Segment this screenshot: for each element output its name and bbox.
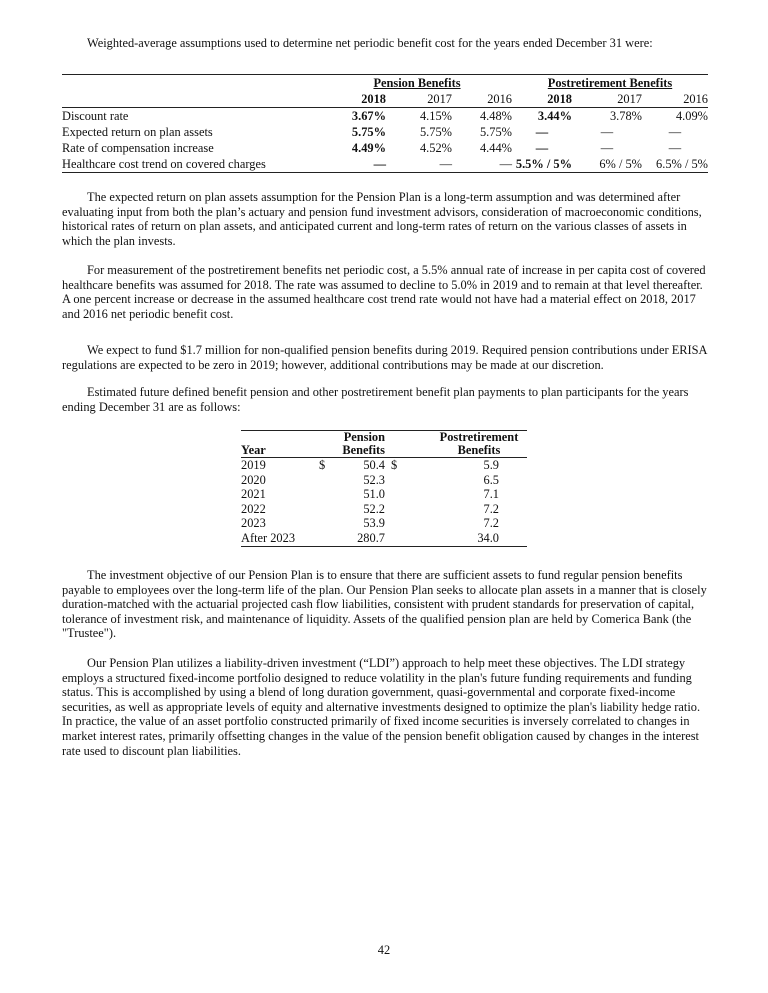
row-label: Discount rate bbox=[62, 109, 129, 123]
cell-value: — bbox=[668, 141, 682, 155]
currency-symbol bbox=[319, 473, 335, 488]
currency-symbol bbox=[385, 531, 401, 546]
year-header: 2017 bbox=[386, 91, 452, 108]
pension-value: 52.3 bbox=[363, 472, 385, 487]
benefit-payments-table bbox=[241, 430, 527, 547]
cell-value: — bbox=[535, 141, 549, 155]
pension-value: 280.7 bbox=[357, 530, 385, 545]
year-cell: 2023 bbox=[241, 516, 266, 531]
currency-symbol bbox=[319, 502, 335, 517]
year-header: 2017 bbox=[572, 91, 642, 108]
table-row bbox=[241, 473, 527, 488]
postretirement-value: 34.0 bbox=[477, 530, 499, 545]
row-label: Healthcare cost trend on covered charges bbox=[62, 157, 266, 171]
currency-symbol: $ bbox=[319, 458, 326, 472]
cell-value: 4.49% bbox=[351, 141, 386, 155]
cell-value: 3.67% bbox=[351, 109, 386, 123]
table-row bbox=[241, 516, 527, 531]
page-number: 42 bbox=[377, 943, 391, 957]
cell-value: — bbox=[535, 125, 549, 139]
table-row bbox=[62, 108, 708, 125]
cell-value: — bbox=[600, 141, 614, 155]
year-cell: 2019 bbox=[241, 458, 266, 472]
postretirement-value: 7.1 bbox=[483, 487, 499, 502]
cell-value: 4.15% bbox=[419, 109, 452, 123]
cell-value: 5.75% bbox=[419, 125, 452, 139]
cell-value: 4.48% bbox=[479, 109, 512, 123]
year-header: 2016 bbox=[642, 91, 708, 108]
pension-value: 53.9 bbox=[363, 516, 385, 531]
cell-value: 6% / 5% bbox=[599, 157, 642, 171]
row-label: Rate of compensation increase bbox=[62, 141, 214, 155]
postretirement-benefits-header: Postretirement Benefits bbox=[547, 76, 673, 90]
cell-value: 3.44% bbox=[537, 109, 572, 123]
postretirement-value: 6.5 bbox=[483, 472, 499, 487]
cell-value: 5.5% / 5% bbox=[515, 157, 572, 171]
cell-value: — bbox=[600, 125, 614, 139]
cell-value: 3.78% bbox=[609, 109, 642, 123]
cell-value: — bbox=[373, 157, 386, 171]
table-row bbox=[241, 458, 527, 473]
pension-value: 50.4 bbox=[363, 458, 385, 472]
postretirement-value: 5.9 bbox=[483, 458, 499, 472]
currency-symbol bbox=[319, 531, 335, 546]
paragraph: Estimated future defined benefit pension and other postretirement benefit plan payments to plan participants for the years ending December 31 are as follows: bbox=[62, 385, 689, 414]
year-cell: 2020 bbox=[241, 472, 266, 487]
currency-symbol bbox=[385, 516, 401, 531]
cell-value: 5.75% bbox=[479, 125, 512, 139]
currency-symbol bbox=[385, 502, 401, 517]
cell-value: 4.52% bbox=[419, 141, 452, 155]
currency-symbol: $ bbox=[391, 458, 398, 472]
currency-symbol bbox=[319, 516, 335, 531]
currency-symbol bbox=[319, 487, 335, 502]
cell-value: — bbox=[499, 157, 512, 171]
year-header: 2016 bbox=[452, 91, 512, 108]
year-cell: After 2023 bbox=[241, 530, 296, 545]
paragraph: For measurement of the postretirement benefits net periodic cost, a 5.5% annual rate of increase in per capita cost of covered healthcare benefits was assumed for 2018. The rate was assumed to decline to 5.0% in 2019 and to remain at that level thereafter. A one percent increase or decrease in the assumed healthcare cost trend rate would not have had a material effect on 2018, 2017 and 2016 net periodic benefit cost. bbox=[62, 263, 706, 321]
table-row bbox=[62, 124, 708, 140]
table-row bbox=[241, 487, 527, 502]
year-cell: 2022 bbox=[241, 501, 266, 516]
paragraph: The expected return on plan assets assumption for the Pension Plan is a long-term assumption and was determined after evaluating input from both the plan’s actuary and pension fund investment advisors, consideration of macroeconomic conditions, historical rates of return on plan assets, and anticipated current and long-term rates of return on the various classes of assets in which the plan invests. bbox=[62, 190, 702, 248]
pension-value: 51.0 bbox=[363, 487, 385, 502]
postretirement-value: 7.2 bbox=[483, 516, 499, 531]
pension-value: 52.2 bbox=[363, 501, 385, 516]
table-row bbox=[62, 156, 708, 173]
pension-column-header: Pension Benefits bbox=[319, 431, 385, 458]
cell-value: 5.75% bbox=[351, 125, 386, 139]
cell-value: 4.44% bbox=[479, 141, 512, 155]
cell-value: — bbox=[668, 125, 682, 139]
table-row bbox=[241, 531, 527, 546]
paragraph: Our Pension Plan utilizes a liability-driven investment (“LDI”) approach to help meet these objectives. The LDI strategy employs a structured fixed-income portfolio designed to reduce volatility in the plan's future funding requirements and funding status. This is accomplished by using a blend of long duration government, quasi-governmental and corporate fixed-income securities, as well as appropriate levels of equity and alternative investments designed to optimize the plan's liability hedge ratio. In practice, the value of an asset portfolio constructed primarily of fixed income securities is inversely correlated to changes in market interest rates, primarily offsetting changes in the value of the pension benefit obligation caused by changes in the interest rate used to discount plan liabilities. bbox=[62, 656, 701, 758]
postretirement-value: 7.2 bbox=[483, 501, 499, 516]
assumptions-table bbox=[62, 74, 708, 173]
currency-symbol bbox=[385, 487, 401, 502]
pension-benefits-header: Pension Benefits bbox=[373, 76, 461, 90]
postretirement-column-header: Postretirement Benefits bbox=[385, 431, 527, 458]
year-cell: 2021 bbox=[241, 487, 266, 502]
cell-value: 6.5% / 5% bbox=[656, 157, 708, 171]
intro-text: Weighted-average assumptions used to determine net periodic benefit cost for the years ended December 31 were: bbox=[87, 36, 653, 50]
year-column-header: Year bbox=[241, 431, 319, 458]
table-row bbox=[241, 502, 527, 517]
cell-value: — bbox=[439, 157, 452, 171]
row-label: Expected return on plan assets bbox=[62, 125, 213, 139]
table-row bbox=[62, 140, 708, 156]
cell-value: 4.09% bbox=[675, 109, 708, 123]
paragraph: We expect to fund $1.7 million for non-qualified pension benefits during 2019. Required pension contributions under ERISA regulations are expected to be zero in 2019; however, additional contributions may be made at our discretion. bbox=[62, 343, 707, 372]
year-header: 2018 bbox=[322, 91, 386, 108]
currency-symbol bbox=[385, 473, 401, 488]
year-header: 2018 bbox=[512, 91, 572, 108]
paragraph: The investment objective of our Pension Plan is to ensure that there are sufficient assets to fund regular pension benefits payable to employees over the long-term life of the plan. Our Pension Plan seeks to allocate plan assets in a manner that is closely duration-matched with the actuarial projected cash flow liabilities, consistent with prudent standards for preservation of capital, tolerance of investment risk, and maintenance of liquidity. Assets of the qualified pension plan are held by Comerica Bank (the "Trustee"). bbox=[62, 568, 707, 641]
